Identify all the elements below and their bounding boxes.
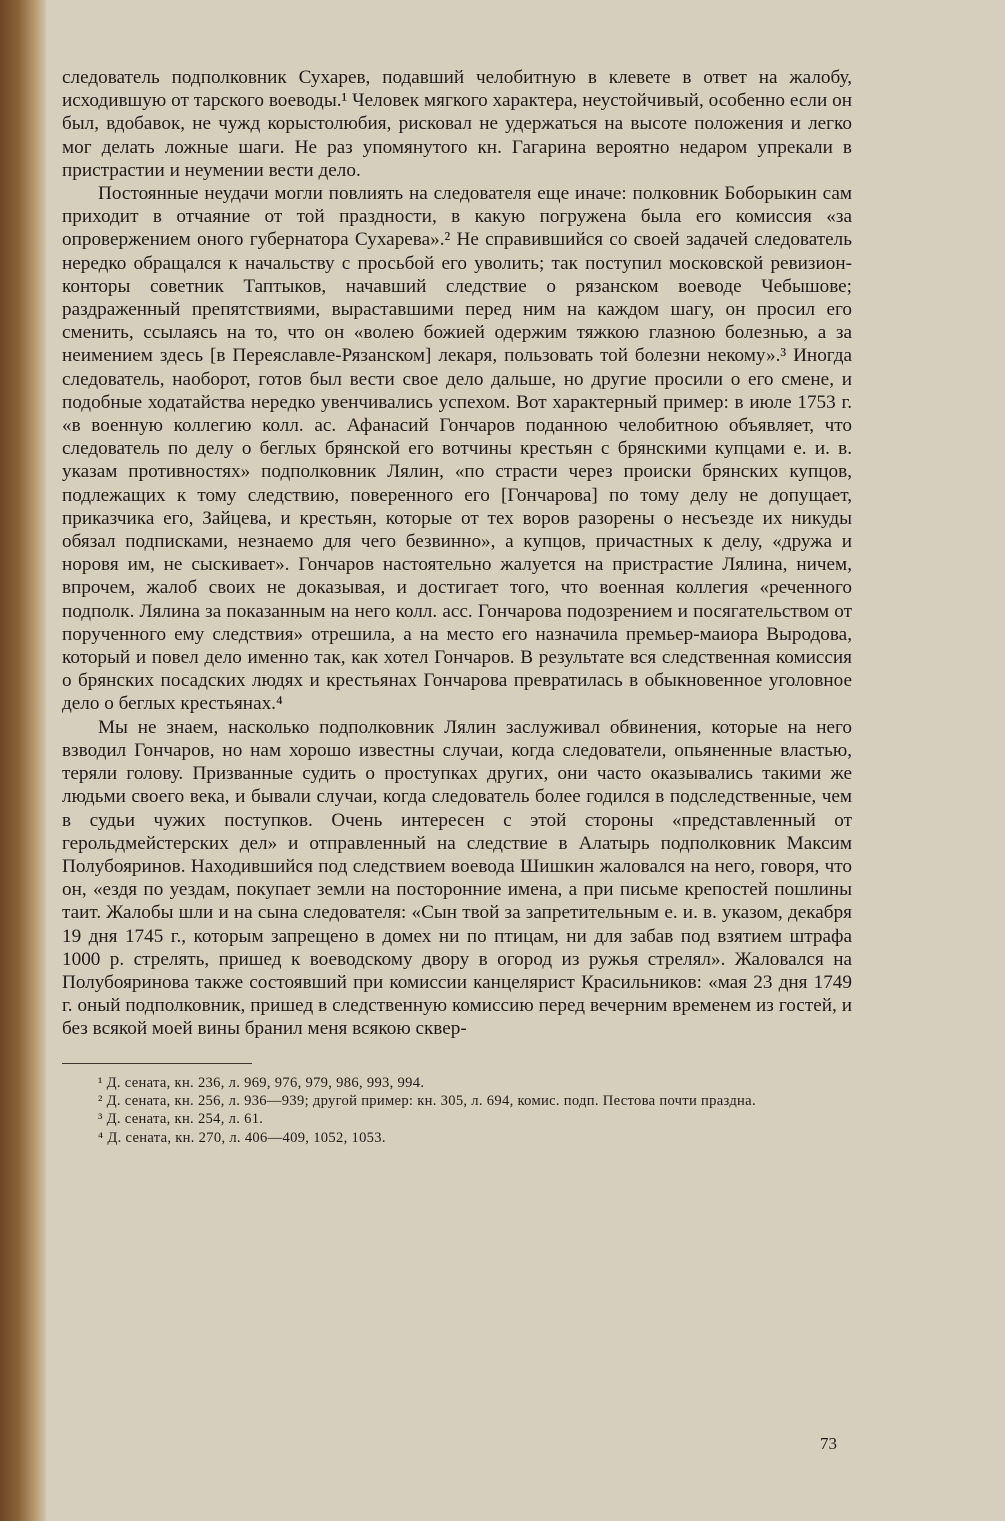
book-spine-shadow	[0, 0, 46, 1521]
page-content	[62, 66, 852, 1147]
footnote-divider	[62, 1063, 252, 1064]
footnote-2: ² Д. сената, кн. 256, л. 936—939; другой пример: кн. 305, л. 694, комис. подп. Пестова почти праздна.	[98, 1092, 756, 1109]
paragraph-2: Постоянные неудачи могли повлиять на следователя еще иначе: полковник Боборыкин сам приходит в отчаяние от той праздности, в какую погружена была его комиссия «за опровержением оного губернатора Сухарева».² Не справившийся со своей задачей следователь нередко обращался к начальству с просьбой его уволить; так поступил московской ревизион-конторы советник Таптыков, начавший следствие о рязанском воеводе Чебышове; раздраженный препятствиями, выраставшими перед ним на каждом шагу, он просил его сменить, ссылаясь на то, что он «волею божией одержим тяжкою глазною болезнью, а за неимением здесь [в Переяславле-Рязанском] лекаря, пользовать той болезни некому».³ Иногда следователь, наоборот, готов был вести свое дело дальше, но другие просили о его смене, и подобные ходатайства нередко увенчивались успехом. Вот характерный пример: в июле 1753 г. «в военную коллегию колл. ас. Афанасий Гончаров поданною челобитною объявляет, что следователь по делу о беглых брянской его вотчины крестьян с брянскими купцами е. и. в. указам противностях» подполковник Лялин, «по страсти через происки брянских купцов, подлежащих к тому следствию, поверенного его [Гончарова] по тому делу не допущает, приказчика его, Зайцева, и крестьян, которые от тех воров разорены о несъезде их никуды обязал подписками, незнаемо для чего безвинно», а купцов, причастных к делу, «дружа и норовя им, не сыскивает». Гончаров настоятельно жалуется на пристрастие Лялина, ничем, впрочем, жалоб своих не доказывая, и достигает того, что военная коллегия «реченного подполк. Лялина за показанным на него колл. асс. Гончарова подозрением и посягательством от порученного ему следствия» отрешила, а на место его назначила премьер-маиора Выродова, который и повел дело именно так, как хотел Гончаров. В результате вся следственная комиссия о брянских посадских людях и крестьянах Гончарова превратилась в обыкновенное уголовное дело о беглых крестьянах.⁴	[62, 183, 852, 715]
page-number: 73	[820, 1434, 837, 1453]
footnote-4: ⁴ Д. сената, кн. 270, л. 406—409, 1052, 1053.	[98, 1129, 386, 1146]
footnotes	[62, 1074, 852, 1148]
footnote-3: ³ Д. сената, кн. 254, л. 61.	[98, 1111, 264, 1128]
paragraph-1: следователь подполковник Сухарев, подавший челобитную в клевете в ответ на жалобу, исходившую от тарского воеводы.¹ Человек мягкого характера, неустойчивый, особенно если он был, вдобавок, не чужд корыстолюбия, рисковал не удержаться на высоте положения и легко мог делать ложные шаги. Не раз упомянутого кн. Гагарина вероятно недаром упрекали в пристрастии и неумении вести дело.	[62, 67, 852, 181]
main-text	[62, 66, 852, 1041]
paragraph-3: Мы не знаем, насколько подполковник Лялин заслуживал обвинения, которые на него взводил Гончаров, но нам хорошо известны случаи, когда следователи, опьяненные властью, теряли голову. Призванные судить о проступках других, они часто оказывались такими же людьми своего века, и бывали случаи, когда следователь более годился в подследственные, чем в судьи чужих поступков. Очень интересен с этой стороны «представленный от герольдмейстерских дел» и отправленный на следствие в Алатырь подполковник Максим Полубояринов. Находившийся под следствием воевода Шишкин жаловался на него, говоря, что он, «ездя по уездам, покупает земли на посторонние имена, а при письме крепостей пошлины таит. Жалобы шли и на сына следователя: «Сын твой за запретительным е. и. в. указом, декабря 19 дня 1745 г., которым запрещено в домех ни по птицам, ни для забав под взятием штрафа 1000 р. стрелять, пришед к воеводскому двору в огород из ружья стрелял». Жаловался на Полубояринова также состоявший при комиссии канцелярист Красильников: «мая 23 дня 1749 г. оный подполковник, пришед в следственную комиссию перед вечерним временем из гостей, и без всякой моей вины бранил меня всякою сквер-	[62, 716, 852, 1040]
footnote-1: ¹ Д. сената, кн. 236, л. 969, 976, 979, 986, 993, 994.	[98, 1074, 425, 1091]
